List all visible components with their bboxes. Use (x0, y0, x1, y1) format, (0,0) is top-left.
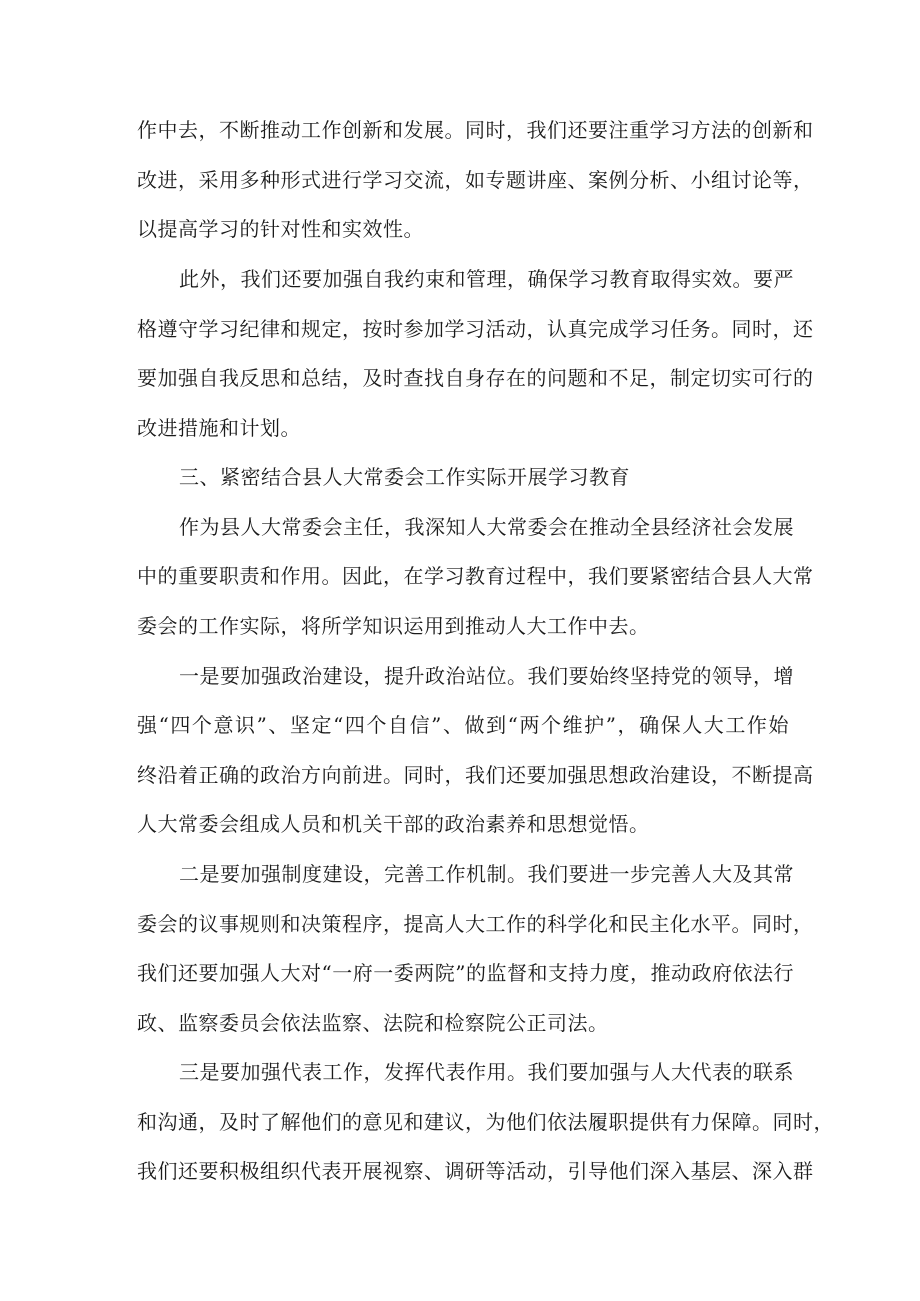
paragraph-line: 委会的议事规则和决策程序，提高人大工作的科学化和民主化水平。同时， (137, 912, 814, 936)
paragraph-line: 我们还要积极组织代表开展视察、调研等活动，引导他们深入基层、深入群 (137, 1159, 814, 1183)
paragraph-line: 格遵守学习纪律和规定，按时参加学习活动，认真完成学习任务。同时，还 (137, 317, 814, 341)
paragraph-line: 强“四个意识”、坚定“四个自信”、做到“两个维护”，确保人大工作始 (137, 713, 789, 737)
paragraph-line: 此外，我们还要加强自我约束和管理，确保学习教育取得实效。要严 (179, 267, 794, 291)
paragraph-line: 改进，采用多种形式进行学习交流，如专题讲座、案例分析、小组讨论等， (137, 168, 814, 192)
paragraph-line: 二是要加强制度建设，完善工作机制。我们要进一步完善人大及其常 (179, 862, 794, 886)
paragraph-line: 作为县人大常委会主任，我深知人大常委会在推动全县经济社会发展 (179, 515, 794, 539)
paragraph-line: 中的重要职责和作用。因此，在学习教育过程中，我们要紧密结合县人大常 (137, 564, 814, 588)
paragraph-line: 作中去，不断推动工作创新和发展。同时，我们还要注重学习方法的创新和 (137, 118, 814, 142)
paragraph-line: 我们还要加强人大对“一府一委两院”的监督和支持力度，推动政府依法行 (137, 961, 794, 985)
paragraph-line: 政、监察委员会依法监察、法院和检察院公正司法。 (137, 1011, 609, 1035)
section-heading: 三、紧密结合县人大常委会工作实际开展学习教育 (179, 465, 630, 489)
paragraph-line: 和沟通，及时了解他们的意见和建议，为他们依法履职提供有力保障。同时， (137, 1110, 834, 1134)
paragraph-line: 终沿着正确的政治方向前进。同时，我们还要加强思想政治建设，不断提高 (137, 763, 814, 787)
paragraph-line: 以提高学习的针对性和实效性。 (137, 217, 424, 241)
paragraph-line: 三是要加强代表工作，发挥代表作用。我们要加强与人大代表的联系 (179, 1060, 794, 1084)
paragraph-line: 改进措施和计划。 (137, 416, 301, 440)
paragraph-line: 一是要加强政治建设，提升政治站位。我们要始终坚持党的领导，增 (179, 664, 794, 688)
paragraph-line: 人大常委会组成人员和机关干部的政治素养和思想觉悟。 (137, 812, 650, 836)
paragraph-line: 委会的工作实际，将所学知识运用到推动人大工作中去。 (137, 614, 650, 638)
paragraph-line: 要加强自我反思和总结，及时查找自身存在的问题和不足，制定切实可行的 (137, 366, 814, 390)
